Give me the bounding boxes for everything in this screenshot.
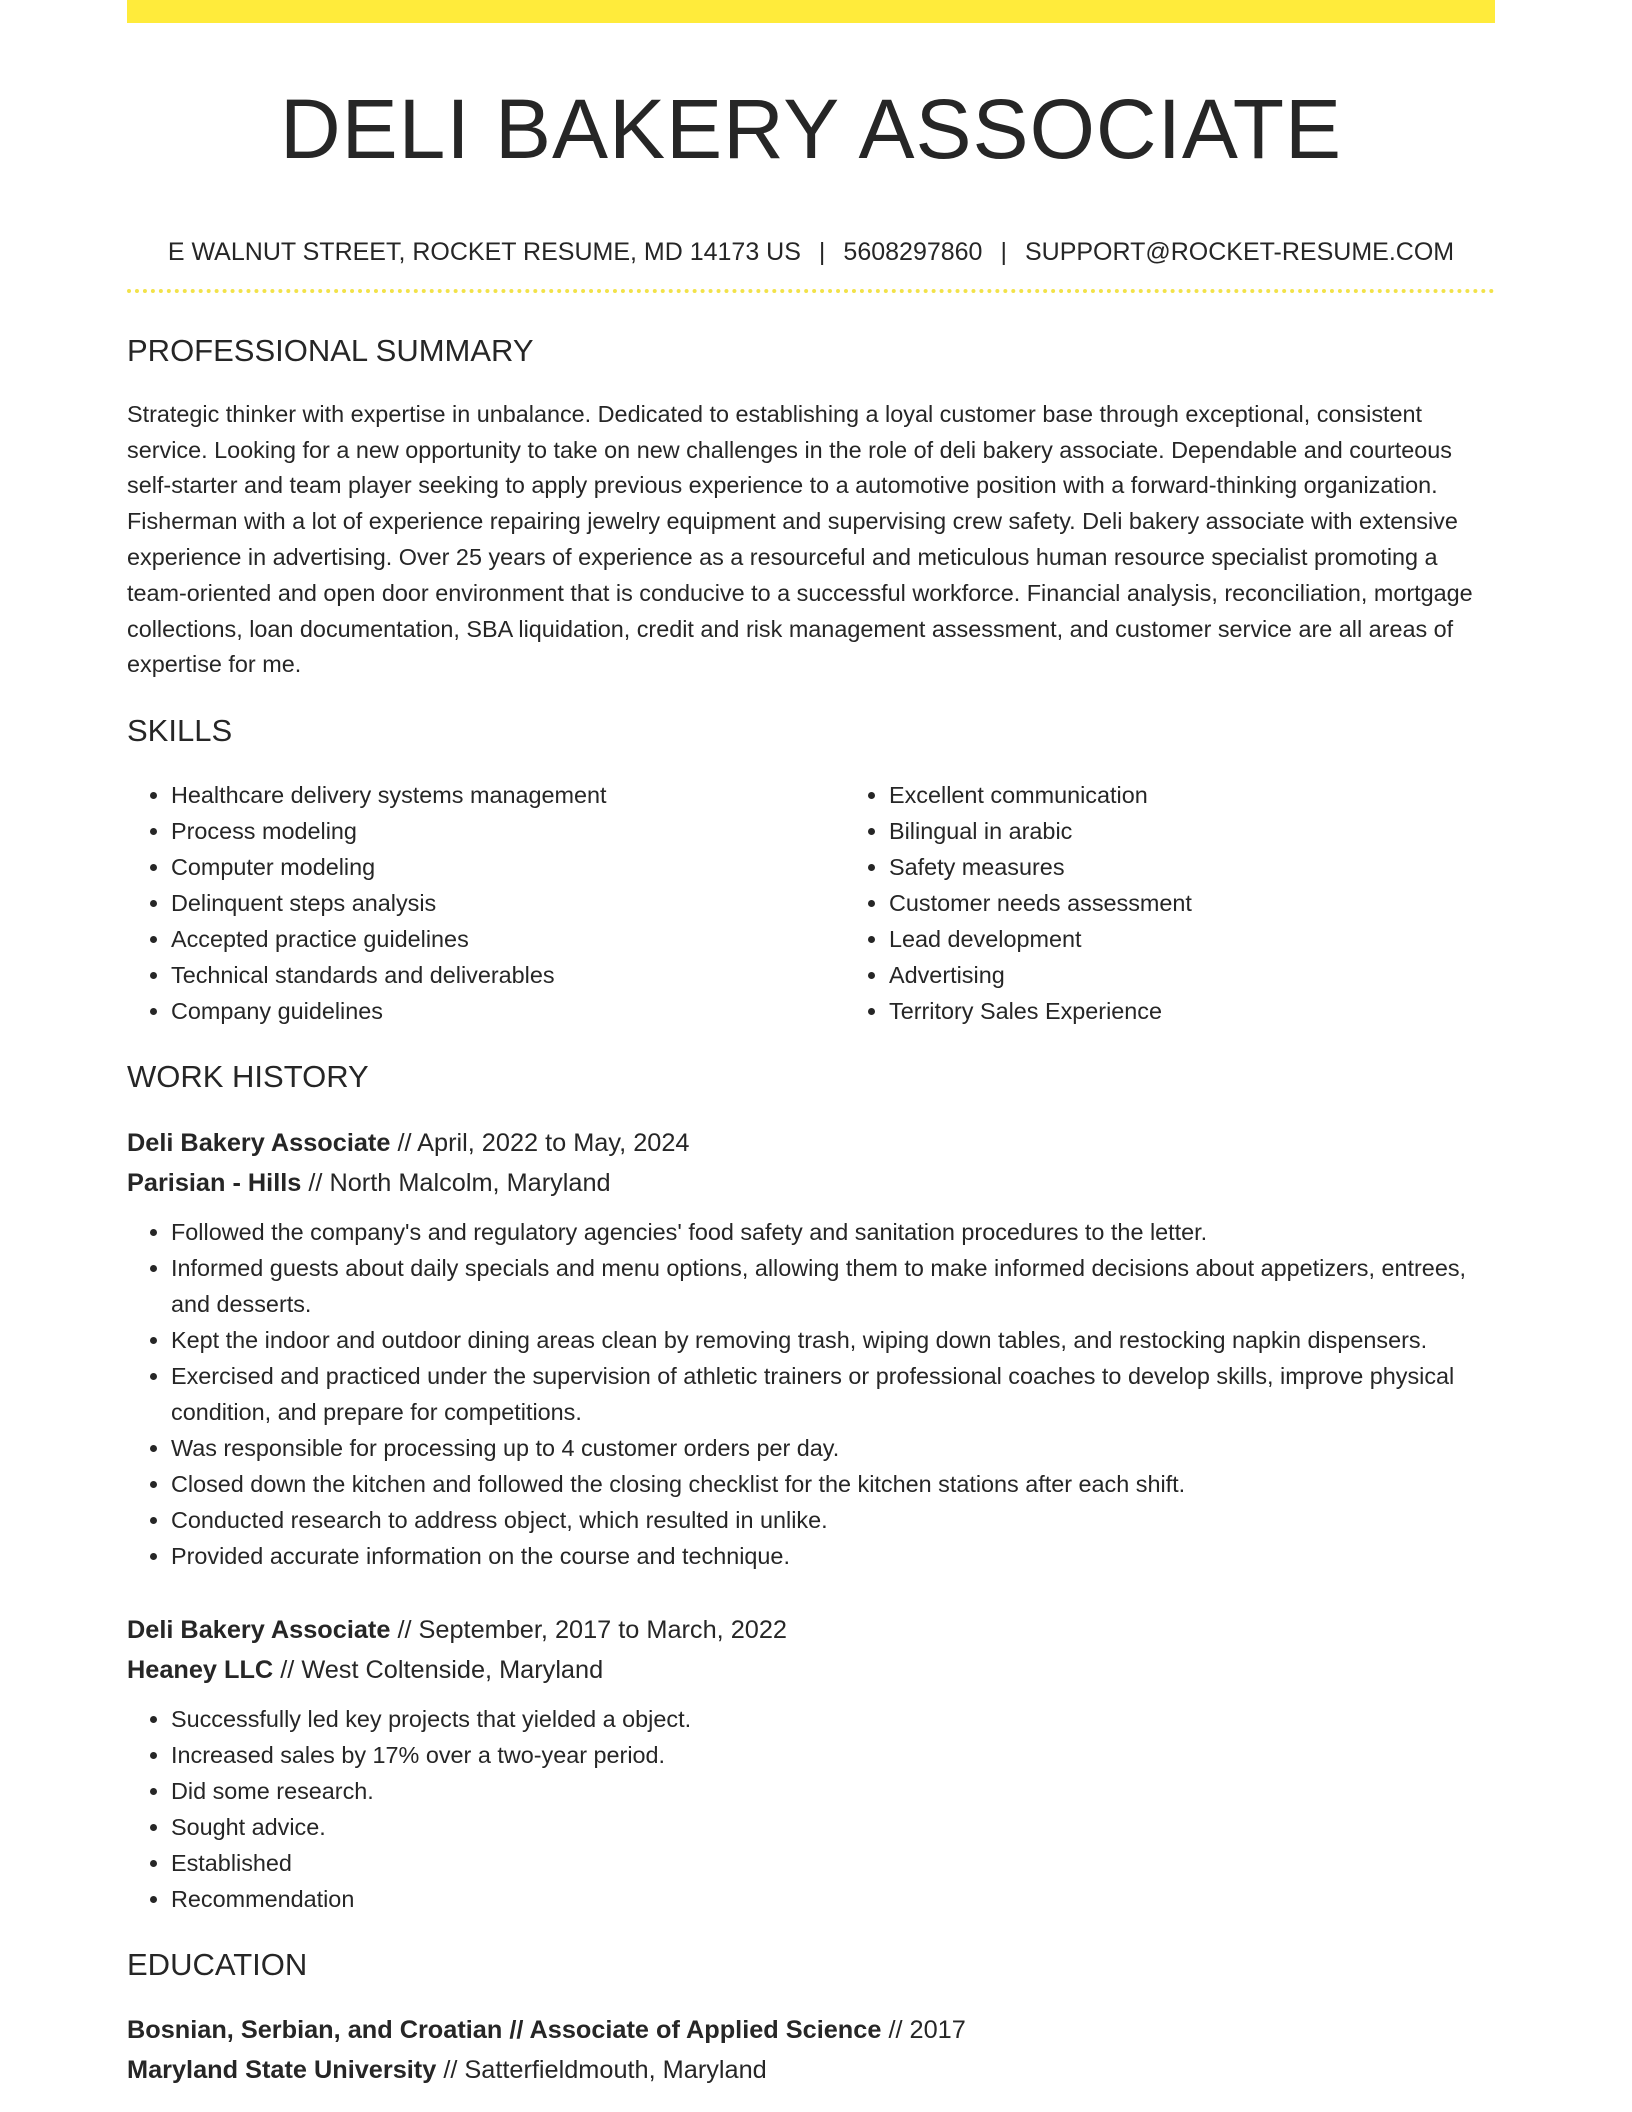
job-bullets [127,1214,1495,1574]
summary-text: Strategic thinker with expertise in unbalance. Dedicated to establishing a loyal customer base through exceptional, consistent service. Looking for a new opportunity to take on new challenges in the role of deli bakery associate. Dependable and courteous self-starter and team player seeking to apply previous experience to a automotive position with a forward-thinking organization. Fisherman with a lot of experience repairing jewelry equipment and supervising crew safety. Deli bakery associate with extensive experience in advertising. Over 25 years of experience as a resourceful and meticulous human resource specialist promoting a team-oriented and open door environment that is conducive to a successful workforce. Financial analysis, reconciliation, mortgage collections, loan documentation, SBA liquidation, credit and risk management assessment, and customer service are all areas of expertise for me. [127,400,1473,678]
education-degree: Bosnian, Serbian, and Croatian // Associate of Applied Science [127,2016,882,2045]
job-bullet: • Closed down the kitchen and followed the closing checklist for the kitchen stations after each shift. [171,1466,1495,1502]
skill-item: • Customer needs assessment [889,885,1489,921]
job-entry [127,1610,1495,1917]
skill-item: • Delinquent steps analysis [171,885,801,921]
skill-item: • Bilingual in arabic [889,813,1489,849]
job-bullet: • Did some research. [171,1773,1495,1809]
job-bullet: • Recommendation [171,1881,1495,1917]
job-bullet: • Successfully led key projects that yielded a object. [171,1701,1495,1737]
job-bullet: • Was responsible for processing up to 4 customer orders per day. [171,1430,1495,1466]
accent-bar [127,0,1495,23]
contact-email: SUPPORT@ROCKET-RESUME.COM [1024,238,1455,266]
job-entry [127,1123,1495,1574]
job-location: // North Malcolm, Maryland [308,1168,611,1197]
skill-item: • Process modeling [171,813,801,849]
job-company-line [127,1650,1495,1690]
job-bullet: • Conducted research to address object, which resulted in unlike. [171,1502,1495,1538]
resume-title: DELI BAKERY ASSOCIATE [279,82,1343,176]
education-degree-line [127,2010,1495,2050]
skill-item: • Company guidelines [171,993,801,1029]
skill-item: • Safety measures [889,849,1489,885]
education-entry [127,2010,1495,2090]
resume-page [127,0,1495,2090]
job-company: Heaney LLC [127,1655,274,1684]
work-history-heading: WORK HISTORY [127,1058,369,1094]
skill-item: • Territory Sales Experience [889,993,1489,1029]
job-bullet: • Established [171,1845,1495,1881]
job-bullet: • Provided accurate information on the course and technique. [171,1538,1495,1574]
skill-item: • Computer modeling [171,849,801,885]
job-bullet: • Informed guests about daily specials and menu options, allowing them to make informed decisions about appetizers, entrees, and desserts. [171,1250,1495,1322]
summary-heading: PROFESSIONAL SUMMARY [127,333,534,368]
education-heading: EDUCATION [127,1946,308,1982]
job-company: Parisian - Hills [127,1168,302,1197]
job-location: // West Coltenside, Maryland [280,1655,604,1684]
header-divider [127,289,1495,293]
contact-separator: | [1000,238,1007,266]
skills-list-left [127,777,801,1029]
skill-item: • Technical standards and deliverables [171,957,801,993]
job-role: Deli Bakery Associate [127,1128,391,1157]
skills-columns [127,777,1495,1029]
job-bullet: • Kept the indoor and outdoor dining areas clean by removing trash, wiping down tables, and restocking napkin dispensers. [171,1322,1495,1358]
job-bullets [127,1701,1495,1917]
skill-item: • Healthcare delivery systems management [171,777,801,813]
contact-address: E WALNUT STREET, ROCKET RESUME, MD 14173 US [167,238,801,266]
skills-list-right [845,777,1489,1029]
job-dates: // April, 2022 to May, 2024 [397,1128,690,1157]
skills-heading: SKILLS [127,713,233,749]
job-role-line [127,1123,1495,1163]
skill-item: • Advertising [889,957,1489,993]
contact-separator: | [818,238,826,266]
job-bullet: • Exercised and practiced under the supervision of athletic trainers or professional coaches to develop skills, improve physical condition, and prepare for competitions. [171,1358,1495,1430]
education-year: // 2017 [888,2016,966,2045]
education-school-line [127,2050,1495,2090]
job-company-line [127,1163,1495,1203]
contact-phone: 5608297860 [843,238,983,266]
skill-item: • Excellent communication [889,777,1489,813]
contact-line [127,235,1495,269]
job-bullet: • Sought advice. [171,1809,1495,1845]
job-role: Deli Bakery Associate [127,1615,391,1644]
education-location: // Satterfieldmouth, Maryland [443,2056,767,2085]
skill-item: • Accepted practice guidelines [171,921,801,957]
job-role-line [127,1610,1495,1650]
job-dates: // September, 2017 to March, 2022 [397,1615,787,1644]
job-bullet: • Increased sales by 17% over a two-year period. [171,1737,1495,1773]
job-bullet: • Followed the company's and regulatory agencies' food safety and sanitation procedures to the letter. [171,1214,1495,1250]
skill-item: • Lead development [889,921,1489,957]
education-school: Maryland State University [127,2056,437,2085]
